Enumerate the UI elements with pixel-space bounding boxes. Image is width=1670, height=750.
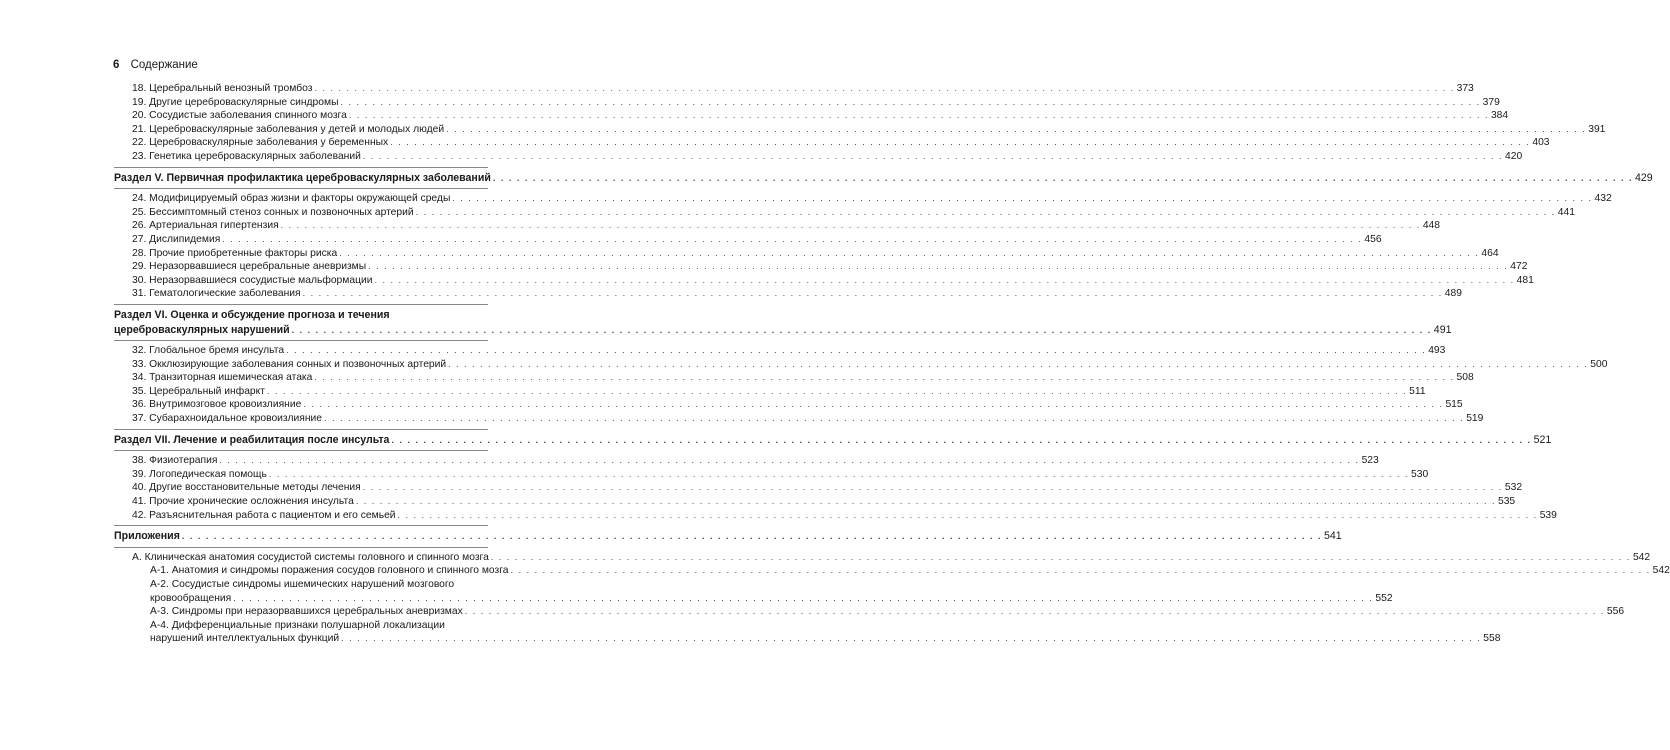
- toc-entry[interactable]: [114, 136, 1550, 150]
- section-divider: [114, 340, 488, 341]
- toc-entry-title: 29. Неразорвавшиеся церебральные аневризмы: [132, 261, 367, 273]
- toc-entry-page: 535: [1497, 496, 1516, 508]
- toc-entry-title: А. Клиническая анатомия сосудистой системы головного и спинного мозга: [132, 551, 489, 563]
- toc-entry-title: 27. Дислипидемия: [132, 233, 221, 245]
- section-divider: [114, 188, 488, 189]
- toc-entry[interactable]: [114, 358, 1608, 372]
- toc-subentry-title-line2: кровообращения: [150, 592, 232, 604]
- toc-subentry[interactable]: [114, 564, 1670, 578]
- toc-entry-page: 500: [1590, 358, 1608, 370]
- toc-section-title: Раздел V. Первичная профилактика цереброваскулярных заболеваний: [114, 171, 491, 184]
- toc-entry[interactable]: [114, 192, 1612, 206]
- toc-section-page: 429: [1635, 171, 1653, 184]
- toc-entry-page: 456: [1364, 233, 1382, 245]
- toc-subentry-page: 556: [1606, 606, 1625, 618]
- toc-entry[interactable]: [114, 109, 1509, 123]
- toc-entry[interactable]: [114, 344, 1446, 358]
- toc-entry-title: 32. Глобальное бремя инсульта: [132, 345, 285, 357]
- toc-entry-page: 403: [1532, 137, 1550, 149]
- leader-dots: [446, 123, 1586, 137]
- toc-entry-page: 373: [1456, 83, 1474, 94]
- leader-dots: [416, 206, 1556, 220]
- toc-entry-page: 539: [1539, 509, 1557, 521]
- toc-entry[interactable]: [114, 150, 1523, 164]
- toc-subentry-page: 552: [1375, 592, 1393, 604]
- leader-dots: [182, 529, 1322, 544]
- toc-subentry[interactable]: [114, 592, 1393, 606]
- toc-entry-title: 19. Другие цереброваскулярные синдромы: [132, 96, 339, 108]
- toc-section-page: 491: [1433, 323, 1452, 336]
- leader-dots: [286, 344, 1426, 358]
- toc-entry-title: 42. Разъяснительная работа с пациентом и его семьей: [132, 509, 396, 521]
- toc-entry[interactable]: [114, 412, 1484, 426]
- toc-entry[interactable]: [114, 398, 1463, 412]
- leader-dots: [368, 260, 1508, 274]
- leader-dots: [324, 412, 1464, 426]
- toc-entry-title: 31. Гематологические заболевания: [132, 288, 301, 300]
- section-divider: [114, 547, 488, 548]
- toc-subentry-title-line1[interactable]: А-4. Дифференциальные признаки полушарной локализации: [150, 619, 445, 631]
- toc-entry-title: 20. Сосудистые заболевания спинного мозга: [132, 110, 347, 122]
- toc-entry-page: 379: [1482, 96, 1500, 108]
- toc-entry-title: 40. Другие восстановительные методы лечения: [132, 482, 361, 494]
- toc-entry-title: 30. Неразорвавшиеся сосудистые мальформации: [132, 274, 373, 286]
- toc-section-title: Раздел VII. Лечение и реабилитация после инсульта: [114, 433, 390, 446]
- section-divider: [114, 429, 488, 430]
- toc-entry[interactable]: [114, 233, 1382, 247]
- table-of-contents: [114, 82, 1670, 646]
- toc-subentry[interactable]: [114, 605, 1625, 619]
- toc-entry-page: 523: [1361, 455, 1379, 467]
- toc-entry-page: 384: [1490, 110, 1509, 122]
- toc-entry-title: 39. Логопедическая помощь: [132, 468, 267, 480]
- toc-entry[interactable]: [114, 509, 1557, 523]
- toc-entry-page: 489: [1444, 288, 1462, 300]
- toc-section[interactable]: [114, 433, 1552, 448]
- toc-entry-page: 432: [1594, 193, 1612, 205]
- toc-entry-title: 18. Церебральный венозный тромбоз: [132, 83, 313, 94]
- leader-dots: [222, 233, 1362, 247]
- running-header: [113, 59, 198, 71]
- toc-entry-page: 542: [1632, 551, 1651, 563]
- toc-section-title-line1[interactable]: Раздел VI. Оценка и обсуждение прогноза и течения: [114, 308, 390, 321]
- toc-entry-page: 481: [1516, 274, 1534, 286]
- toc-entry-title: 24. Модифицируемый образ жизни и факторы окружающей среды: [132, 193, 451, 205]
- toc-entry-page: 532: [1504, 482, 1523, 494]
- leader-dots: [465, 605, 1605, 619]
- toc-section[interactable]: [114, 529, 1342, 544]
- leader-dots: [448, 358, 1588, 372]
- toc-entry[interactable]: [114, 123, 1606, 137]
- toc-section-page: 541: [1324, 530, 1342, 543]
- toc-entry[interactable]: [114, 454, 1379, 468]
- toc-entry-page: 511: [1409, 385, 1426, 397]
- toc-entry[interactable]: [114, 468, 1429, 482]
- section-divider: [114, 525, 488, 526]
- toc-entry[interactable]: [114, 247, 1499, 261]
- leader-dots: [281, 219, 1421, 233]
- toc-subentry-title: А-3. Синдромы при неразорвавшихся церебральных аневризмах: [150, 606, 463, 618]
- toc-section-title: Приложения: [114, 530, 180, 543]
- toc-entry-page: 391: [1588, 123, 1606, 135]
- toc-entry-title: 23. Генетика цереброваскулярных заболеваний: [132, 150, 361, 162]
- toc-entry-page: 515: [1445, 399, 1463, 411]
- leader-dots: [292, 323, 1432, 338]
- toc-entry-page: 464: [1481, 247, 1499, 259]
- leader-dots: [374, 274, 1514, 288]
- toc-entry-page: 448: [1422, 220, 1440, 232]
- leader-dots: [452, 192, 1592, 206]
- page-number: 6: [113, 59, 120, 71]
- leader-dots: [356, 495, 1496, 509]
- section-divider: [114, 167, 488, 168]
- toc-entry-title: 26. Артериальная гипертензия: [132, 220, 279, 232]
- toc-entry-title: 22. Цереброваскулярные заболевания у беременных: [132, 137, 389, 149]
- toc-entry[interactable]: [114, 96, 1500, 110]
- toc-entry-page: 530: [1410, 468, 1429, 480]
- toc-entry-title: 25. Бессимптомный стеноз сонных и позвоночных артерий: [132, 206, 414, 218]
- leader-dots: [314, 82, 1454, 96]
- toc-entry-title: 28. Прочие приобретенные факторы риска: [132, 247, 338, 259]
- leader-dots: [511, 564, 1651, 578]
- leader-dots: [398, 509, 1538, 523]
- leader-dots: [391, 433, 1531, 448]
- leader-dots: [363, 481, 1503, 495]
- leader-dots: [349, 109, 1489, 123]
- running-title: Содержание: [130, 59, 198, 71]
- section-divider: [114, 304, 488, 305]
- toc-entry-page: 420: [1505, 150, 1523, 162]
- toc-entry[interactable]: [114, 206, 1575, 220]
- toc-entry[interactable]: [114, 219, 1440, 233]
- toc-entry[interactable]: [114, 274, 1534, 288]
- toc-entry-page: 493: [1428, 345, 1446, 357]
- toc-entry-page: 441: [1557, 206, 1575, 218]
- leader-dots: [363, 150, 1503, 164]
- toc-section-page: 521: [1533, 433, 1552, 446]
- leader-dots: [303, 287, 1443, 301]
- toc-entry[interactable]: [114, 260, 1528, 274]
- toc-entry[interactable]: [114, 551, 1651, 565]
- leader-dots: [341, 632, 1481, 646]
- toc-section-title-line2: цереброваскулярных нарушений: [114, 323, 290, 336]
- toc-entry-page: 519: [1466, 413, 1484, 425]
- toc-subentry-title: А-1. Анатомия и синдромы поражения сосудов головного и спинного мозга: [150, 565, 509, 577]
- toc-subentry[interactable]: [114, 632, 1501, 646]
- leader-dots: [314, 371, 1454, 385]
- toc-entry[interactable]: [114, 385, 1426, 399]
- toc-subentry-title-line2: нарушений интеллектуальных функций: [150, 633, 340, 645]
- toc-entry-title: 37. Субарахноидальное кровоизлияние: [132, 413, 323, 425]
- toc-entry-title: 36. Внутримозговое кровоизлияние: [132, 399, 302, 411]
- toc-section[interactable]: [114, 171, 1653, 186]
- leader-dots: [219, 454, 1359, 468]
- toc-entry-title: 21. Цереброваскулярные заболевания у детей и молодых людей: [132, 123, 445, 135]
- toc-entry[interactable]: [114, 371, 1474, 385]
- section-divider: [114, 450, 488, 451]
- toc-entry-title: 33. Окклюзирующие заболевания сонных и позвоночных артерий: [132, 358, 447, 370]
- toc-entry[interactable]: [114, 82, 1474, 96]
- toc-entry[interactable]: [114, 495, 1516, 509]
- toc-entry-title: 41. Прочие хронические осложнения инсульта: [132, 496, 354, 508]
- toc-entry[interactable]: [114, 481, 1523, 495]
- toc-subentry-title-line1[interactable]: А-2. Сосудистые синдромы ишемических нарушений мозгового: [150, 579, 455, 590]
- leader-dots: [341, 96, 1481, 110]
- toc-entry-title: 38. Физиотерапия: [132, 455, 218, 467]
- leader-dots: [303, 398, 1443, 412]
- leader-dots: [390, 136, 1530, 150]
- toc-section[interactable]: [114, 323, 1452, 338]
- toc-entry-page: 508: [1456, 372, 1474, 384]
- toc-subentry-page: 542: [1652, 565, 1670, 577]
- toc-entry-title: 34. Транзиторная ишемическая атака: [132, 372, 313, 384]
- leader-dots: [233, 592, 1373, 606]
- toc-entry-title: 35. Церебральный инфаркт: [132, 385, 265, 397]
- leader-dots: [493, 171, 1633, 186]
- toc-subentry-page: 558: [1483, 633, 1501, 645]
- toc-entry[interactable]: [114, 287, 1462, 301]
- leader-dots: [267, 385, 1407, 399]
- leader-dots: [269, 468, 1409, 482]
- leader-dots: [339, 247, 1479, 261]
- leader-dots: [491, 551, 1631, 565]
- toc-entry-page: 472: [1510, 261, 1528, 273]
